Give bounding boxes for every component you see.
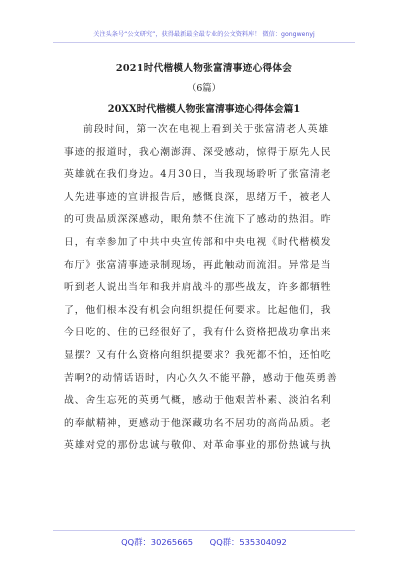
text-line: 的可贵品质深深感动，眼角禁不住流下了感动的热泪。昨	[64, 214, 332, 226]
text-line: 日，有幸参加了中共中央宣传部和中央电视《时代楷模发	[64, 236, 332, 248]
text-line: 显摆？又有什么资格向组织提要求？我死都不怕，还怕吃	[64, 349, 332, 361]
text-line: 听到老人说出当年和我并肩战斗的那些战友，许多都牺牲	[64, 282, 332, 294]
body-paragraph	[64, 119, 346, 458]
text-line: 布厅》张富清事迹录制现场，再此触动而流泪。异常是当	[64, 259, 332, 271]
footer-qq-group-1: QQ群：30265665	[121, 537, 194, 547]
section-title: 20XX时代楷模人物张富清事迹心得体会篇1	[107, 104, 301, 115]
text-line: 今日吃的、住的已经很好了，我有什么资格把战功拿出来	[64, 327, 332, 339]
text-line: 战、舍生忘死的英勇气概，感动于他艰苦朴素、淡泊名利	[64, 395, 332, 407]
text-line: 人先进事迹的宣讲报告后，感慨良深，思绪万千，被老人	[64, 191, 332, 203]
footer-divider	[53, 530, 355, 531]
text-line: 了，他们根本没有机会向组织提任何要求。比起他们，我	[64, 304, 332, 316]
document-subtitle: （6篇）	[186, 83, 222, 94]
text-line: 前段时间，第一次在电视上看到关于张富清老人英雄	[83, 124, 330, 135]
document-title: 2021时代楷模人物张富清事迹心得体会	[115, 63, 293, 74]
text-line: 英雄就在我们身边。4月30日，当我现场聆听了张富清老	[64, 169, 332, 181]
header-divider	[53, 42, 355, 43]
footer-qq-group-2: QQ群：535304092	[209, 537, 287, 547]
text-line: 英雄对党的那份忠诚与敬仰、对革命事业的那份热诚与执	[64, 440, 332, 452]
text-line: 苦啊?的动情话语时，内心久久不能平静，感动于他英勇善	[64, 372, 338, 384]
header-note: 关注头条号“公文研究”，获得最新最全最专业的公文资料库！ 微信：gongwenyj	[93, 31, 315, 38]
text-line: 的奉献精神，更感动于他深藏功名不居功的高尚品质。老	[64, 417, 332, 429]
text-line: 事迹的报道时，我心潮澎湃、深受感动，惊得于原先人民	[64, 146, 332, 158]
footer	[0, 536, 408, 548]
